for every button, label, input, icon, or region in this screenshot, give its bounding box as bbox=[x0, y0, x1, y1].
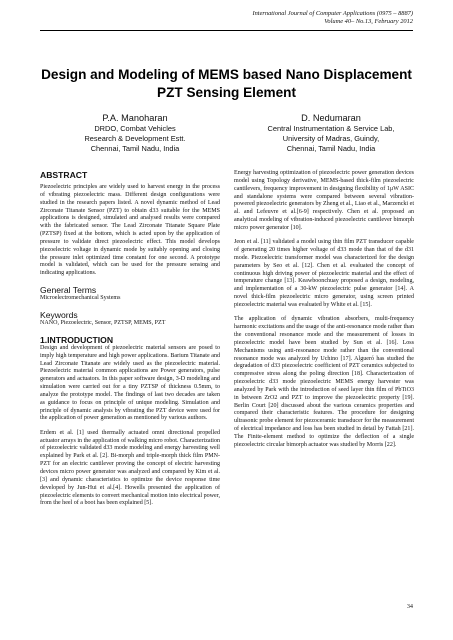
keywords-text: NANO, Piezoelectric, Sensor, PZTSP, MEMS, PZT bbox=[40, 319, 166, 326]
abstract-heading: ABSTRACT bbox=[40, 170, 88, 180]
author-affiliation: Central Instrumentation & Service Lab, bbox=[267, 124, 395, 133]
body-paragraph: Jeon et al. [11] validated a model using thin film PZT transducer capable of generating 20 times higher voltage of d33 mode than that of the d31 mode. Piezoelectric transformer model was characterized for the design parameters by Seo et al. [12]. Chen et al. evaluated the concept of continuous high driving power of piezoelectric material and the effect of temperature change [13]. Keawboonchuay proposed a design, modeling, and implementation of a 30-kW piezoelectric pulse generator [14]. A novel thick-film piezoelectric micro generator, using screen printed piezoelectric material was evaluated by White et al. [15]. bbox=[234, 239, 414, 308]
author-affiliation: Chennai, Tamil Nadu, India bbox=[90, 143, 180, 153]
abstract-text: Piezoelectric principles are widely used to harvest energy in the process of vibrating piezoelectric mass. Different design configurations were studied in the research papers listed. A novel dynamic method of Lead Zirconate Titanate Sensor (PZT) to obtain d33 suitable for the MEMS applications is designed, simulated and analysed results were compared with the fabricated sensor. The Lead Zirconate Titanate Square Plate (PZTSP) fixed at the bottom, which is acted upon by the application of pressure to validate direct piezoelectric effect. This model develops piezoelectric voltage in dynamic mode by suitably opening and closing the pressure inlet optimized time constant for one second. A prototype model is validated, which can be used for the pressure sensing and indicating applications. bbox=[40, 184, 220, 277]
author-block-1 bbox=[40, 112, 230, 153]
author-affiliation: Chennai, Tamil Nadu, India bbox=[286, 143, 376, 153]
title-line-2: PZT Sensing Element bbox=[157, 84, 296, 100]
author-affiliation: University of Madras, Guindy, bbox=[282, 133, 380, 143]
introduction-heading: 1.INTRODUCTION bbox=[40, 334, 114, 345]
body-paragraph: The application of dynamic vibration absorbers, multi-frequency harmonic excitations and the usage of the anti-resonance mode rather than the conventional resonance mode and the measurement of losses in piezoelectric model have been studied by Sun et al. [16]. Loss Mechanisms using anti-resonance mode rather than the conventional resonance mode was analyzed by Uchino [17]. Algueró has studied the degradation of d33 piezoelectric coefficient of PZT ceramics subjected to compressive stress along the poling direction [18]. Characterization of piezoelectric d33 mode piezoelectric MEMS energy harvester was analyzed by Park with the introduction of seed layer thin film of PbTiO3 in between ZrO2 and PZT to improve the piezoelectric property [19]. Berlin Court [20] discussed about the various ceramics properties and compared their characteristic features. The procedure for designing ultrasonic probe element for piezoceramic transducer for the measurement of electrical impedance and loss has been studied in detail by Fattah [21]. The Finite-element method to optimize the deflection of a single piezoelectric circular bimorph actuator was studied by Morris [22]. bbox=[234, 316, 414, 448]
title-line-1: Design and Modeling of MEMS based Nano Displacement bbox=[41, 67, 412, 82]
right-column bbox=[234, 170, 414, 450]
author-affiliation: DRDO, Combat Vehicles bbox=[94, 124, 176, 133]
author-name: D. Nedumaran bbox=[301, 113, 361, 123]
author-name: P.A. Manoharan bbox=[102, 113, 168, 123]
left-column bbox=[40, 170, 220, 508]
introduction-paragraph: Design and development of piezoelectric material sensors are posed to imply high temperature and high power applications. Barium Titanate and Lead Zirconate Titanate are widely used as the piezoelectric material. Piezoelectric material common applications are Power generators, pulse generators and actuators. In this paper software design, 3-D modeling and simulation were carried out for a tiny PZTSP of thickness 0.5mm, to analyze the prototype model. The findings of last two decades are taken as guidance to focus on principle of unique modeling. Simulation and principle of dynamic analysis by vibrating the PZT device were used for the application of power generation as mentioned by various authors. bbox=[40, 344, 220, 422]
journal-header bbox=[252, 10, 413, 26]
page-number: 34 bbox=[406, 603, 413, 610]
author-block-2 bbox=[236, 112, 426, 153]
journal-name: International Journal of Computer Applications (0975 – 8887) bbox=[252, 10, 413, 17]
general-terms-text: Microelectromechanical Systems bbox=[40, 295, 121, 302]
body-paragraph: Energy harvesting optimization of piezoelectric power generation devices model using Topology derivative, MEMS-based thick-film piezoelectric cantilevers, frequency improvement in designing flexibility of 1μW ASIC and standalone systems were compared between several vibration-powered piezoelectric generators by Zheng et al., Liao et al., Marzencki et al. and Lefeuvre et al.[6-9] respectively. Chen et al. proposed an analytical modeling of vibration-induced piezoelectric cantilever bimorph micro power generator [10]. bbox=[234, 170, 414, 231]
author-affiliation: Research & Development Estt. bbox=[84, 133, 186, 143]
general-terms-heading: General Terms bbox=[40, 285, 97, 296]
introduction-paragraph: Erdem et al. [1] used thermally actuated omni directional propelled actuator arrays in the application of walking micro robot. Characterization of piezoelectric validated d33 mode modeling and energy harvesting well explained by Park et al. [2]. Bi-morph and triple-morph thick film PMN-PZT for an electric cantilever proving the concept of electric harvesting devices micro power generator was analyzed and compared by Kim et al.[3] and dynamic characteristics to optimize the device response time developed by Jun-Hui et al.[4]. Howells presented the application of piezoelectric elements to convert mechanical motion into electrical power, from the heel of a boot has been explained [5]. bbox=[40, 429, 220, 507]
header-rule bbox=[40, 30, 413, 31]
paper-title bbox=[22, 66, 431, 101]
keywords-heading: Keywords bbox=[40, 309, 78, 320]
journal-volume: Volume 40– No.13, February 2012 bbox=[324, 18, 413, 25]
